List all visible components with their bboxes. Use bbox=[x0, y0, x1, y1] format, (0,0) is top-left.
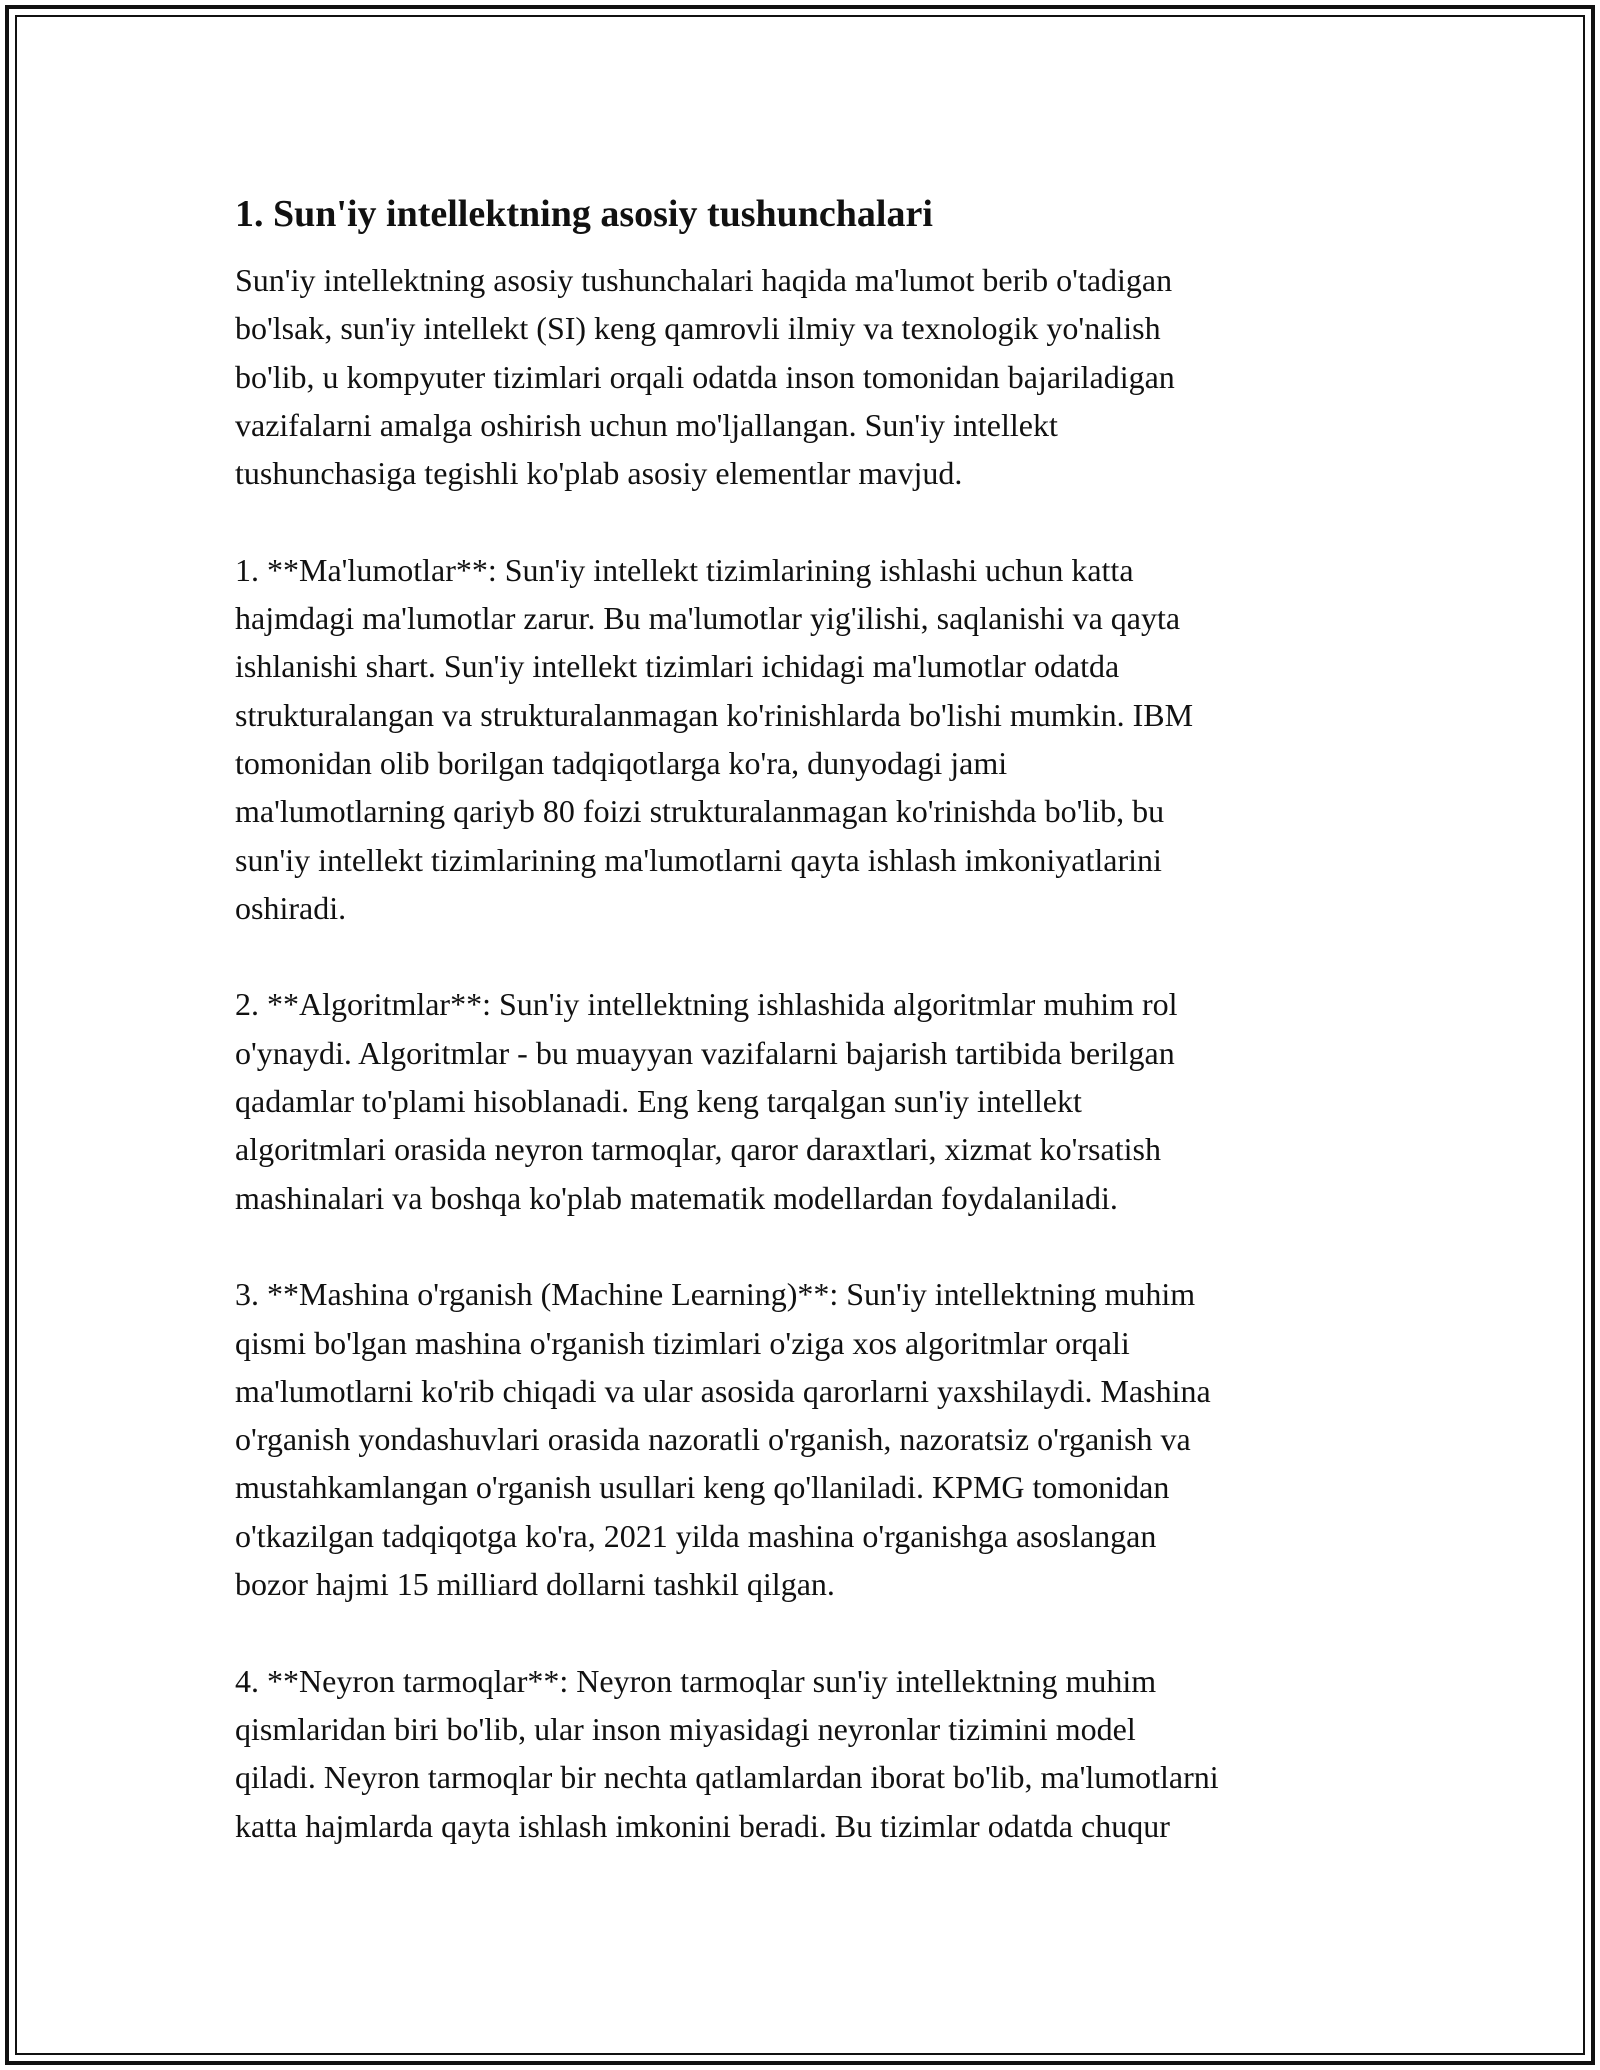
text-line: strukturalangan va strukturalanmagan ko'rinishlarda bo'lishi mumkin. IBM bbox=[235, 696, 1194, 733]
text-line: o'ynaydi. Algoritmlar - bu muayyan vazifalarni bajarish tartibida berilgan bbox=[235, 1034, 1175, 1071]
blank-line bbox=[235, 932, 1385, 980]
text-line: algoritmlari orasida neyron tarmoqlar, qaror daraxtlari, xizmat ko'rsatish bbox=[235, 1131, 1161, 1168]
blank-line bbox=[235, 1222, 1385, 1270]
text-line: 4. **Neyron tarmoqlar**: Neyron tarmoqlar sun'iy intellektning muhim bbox=[235, 1662, 1157, 1699]
text-line: 2. **Algoritmlar**: Sun'iy intellektning ishlashida algoritmlar muhim rol bbox=[235, 986, 1178, 1023]
blank-line bbox=[235, 1608, 1385, 1656]
text-line: 1. **Ma'lumotlar**: Sun'iy intellekt tizimlarining ishlashi uchun katta bbox=[235, 551, 1134, 588]
text-line: mustahkamlangan o'rganish usullari keng qo'llaniladi. KPMG tomonidan bbox=[235, 1469, 1170, 1506]
text-line: 3. **Mashina o'rganish (Machine Learning)**: Sun'iy intellektning muhim bbox=[235, 1276, 1196, 1313]
text-line: katta hajmlarda qayta ishlash imkonini beradi. Bu tizimlar odatda chuqur bbox=[235, 1807, 1170, 1844]
text-line: o'rganish yondashuvlari orasida nazoratli o'rganish, nazoratsiz o'rganish va bbox=[235, 1421, 1191, 1458]
text-line: ma'lumotlarni ko'rib chiqadi va ular asosida qarorlarni yaxshilaydi. Mashina bbox=[235, 1372, 1211, 1409]
text-line: bo'lib, u kompyuter tizimlari orqali odatda inson tomonidan bajariladigan bbox=[235, 358, 1175, 395]
text-line: qismlaridan biri bo'lib, ular inson miyasidagi neyronlar tizimini model bbox=[235, 1710, 1136, 1747]
text-line: tomonidan olib borilgan tadqiqotlarga ko'ra, dunyodagi jami bbox=[235, 744, 1008, 781]
text-line: tushunchasiga tegishli ko'plab asosiy elementlar mavjud. bbox=[235, 455, 963, 492]
text-line: qiladi. Neyron tarmoqlar bir nechta qatlamlardan iborat bo'lib, ma'lumotlarni bbox=[235, 1759, 1219, 1796]
text-line: oshiradi. bbox=[235, 889, 347, 926]
text-line: sun'iy intellekt tizimlarining ma'lumotlarni qayta ishlash imkoniyatlarini bbox=[235, 841, 1162, 878]
text-line: qadamlar to'plami hisoblanadi. Eng keng tarqalgan sun'iy intellekt bbox=[235, 1083, 1082, 1120]
text-line: qismi bo'lgan mashina o'rganish tizimlari o'ziga xos algoritmlar orqali bbox=[235, 1324, 1130, 1361]
text-line: o'tkazilgan tadqiqotga ko'ra, 2021 yilda mashina o'rganishga asoslangan bbox=[235, 1517, 1157, 1554]
text-line: mashinalari va boshqa ko'plab matematik modellardan foydalaniladi. bbox=[235, 1179, 1118, 1216]
blank-line bbox=[235, 497, 1385, 545]
text-line: ma'lumotlarning qariyb 80 foizi strukturalanmagan ko'rinishda bo'lib, bu bbox=[235, 793, 1165, 830]
text-line: bozor hajmi 15 milliard dollarni tashkil qilgan. bbox=[235, 1566, 835, 1603]
section-heading: 1. Sun'iy intellektning asosiy tushunchalari bbox=[235, 193, 933, 235]
text-line: bo'lsak, sun'iy intellekt (SI) keng qamrovli ilmiy va texnologik yo'nalish bbox=[235, 310, 1161, 347]
text-line: hajmdagi ma'lumotlar zarur. Bu ma'lumotlar yig'ilishi, saqlanishi va qayta bbox=[235, 600, 1181, 637]
body-text bbox=[235, 256, 1385, 1850]
text-line: ishlanishi shart. Sun'iy intellekt tizimlari ichidagi ma'lumotlar odatda bbox=[235, 648, 1120, 685]
text-line: Sun'iy intellektning asosiy tushunchalari haqida ma'lumot berib o'tadigan bbox=[235, 262, 1173, 298]
document-content bbox=[235, 186, 1385, 1850]
text-line: vazifalarni amalga oshirish uchun mo'ljallangan. Sun'iy intellekt bbox=[235, 406, 1058, 443]
